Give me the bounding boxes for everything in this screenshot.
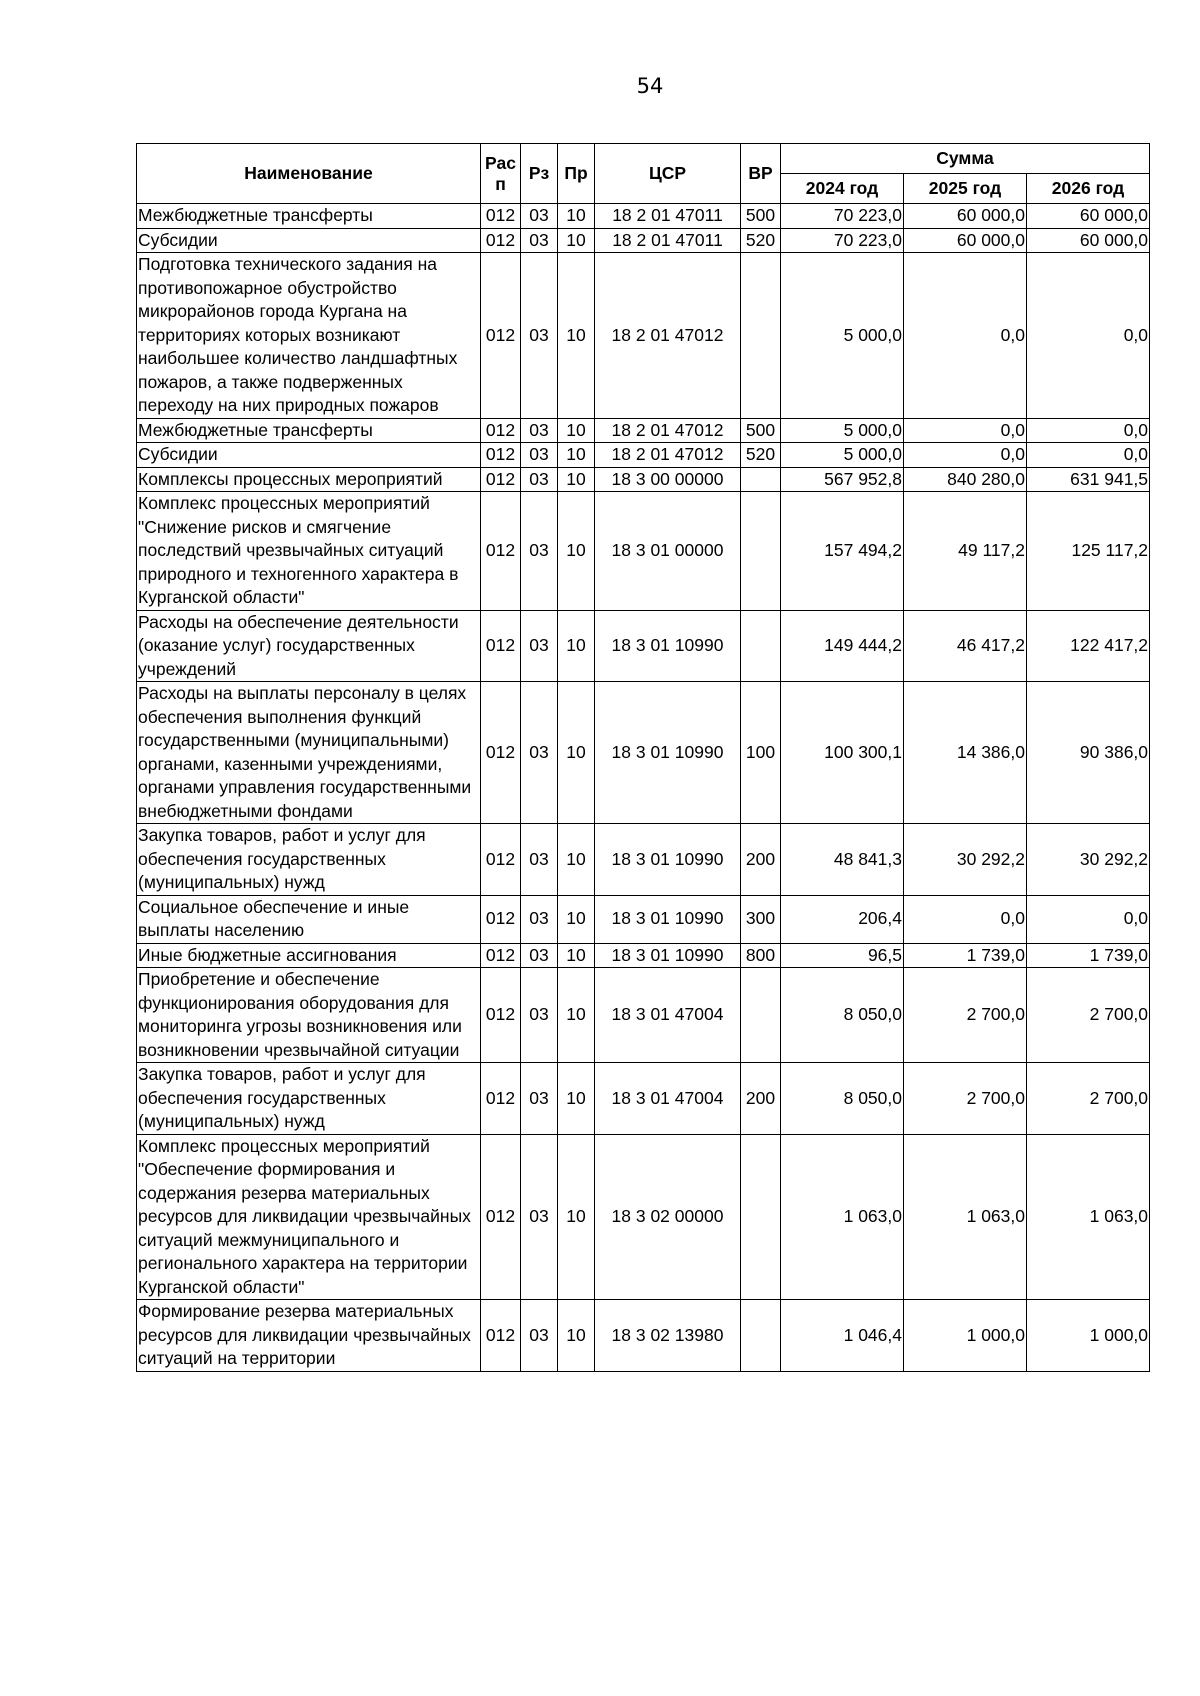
- cell-rasp: 012: [481, 418, 521, 443]
- cell-name: Закупка товаров, работ и услуг для обеспечения государственных (муниципальных) нужд: [137, 824, 481, 896]
- cell-name: Социальное обеспечение и иные выплаты населению: [137, 895, 481, 943]
- cell-name: Расходы на обеспечение деятельности (оказание услуг) государственных учреждений: [137, 610, 481, 682]
- cell-rasp: 012: [481, 253, 521, 419]
- cell-sum-2026: 60 000,0: [1027, 228, 1150, 253]
- cell-sum-2026: 125 117,2: [1027, 492, 1150, 611]
- cell-name: Межбюджетные трансферты: [137, 418, 481, 443]
- cell-sum-2025: 1 739,0: [904, 943, 1027, 968]
- cell-sum-2025: 2 700,0: [904, 1063, 1027, 1135]
- table-row: [137, 443, 1150, 468]
- cell-pr: 10: [558, 1300, 595, 1372]
- cell-rz: 03: [521, 943, 558, 968]
- cell-csr: 18 3 02 00000: [595, 1134, 741, 1300]
- cell-rasp: 012: [481, 824, 521, 896]
- page-number: 54: [636, 74, 664, 98]
- cell-pr: 10: [558, 418, 595, 443]
- cell-sum-2024: 48 841,3: [781, 824, 904, 896]
- cell-csr: 18 3 01 47004: [595, 968, 741, 1063]
- cell-sum-2026: 30 292,2: [1027, 824, 1150, 896]
- cell-vr: [741, 1134, 781, 1300]
- cell-rasp: 012: [481, 1134, 521, 1300]
- table-row: [137, 204, 1150, 229]
- cell-sum-2025: 14 386,0: [904, 682, 1027, 824]
- cell-sum-2024: 100 300,1: [781, 682, 904, 824]
- cell-name: Субсидии: [137, 228, 481, 253]
- header-year-2024: 2024 год: [781, 174, 904, 204]
- cell-name: Расходы на выплаты персоналу в целях обеспечения выполнения функций государственными (муниципальными) органами, казенными учреждениями, органами управления государственными внебюджетными фондами: [137, 682, 481, 824]
- cell-name: Закупка товаров, работ и услуг для обеспечения государственных (муниципальных) нужд: [137, 1063, 481, 1135]
- cell-rz: 03: [521, 204, 558, 229]
- header-name: Наименование: [137, 144, 481, 204]
- cell-vr: 100: [741, 682, 781, 824]
- cell-sum-2024: 8 050,0: [781, 968, 904, 1063]
- table-row: [137, 895, 1150, 943]
- table-row: [137, 492, 1150, 611]
- cell-sum-2024: 5 000,0: [781, 418, 904, 443]
- cell-csr: 18 3 01 47004: [595, 1063, 741, 1135]
- cell-sum-2024: 567 952,8: [781, 467, 904, 492]
- cell-sum-2026: 0,0: [1027, 253, 1150, 419]
- cell-pr: 10: [558, 204, 595, 229]
- cell-vr: [741, 467, 781, 492]
- cell-sum-2024: 1 063,0: [781, 1134, 904, 1300]
- cell-name: Комплексы процессных мероприятий: [137, 467, 481, 492]
- cell-name: Комплекс процессных мероприятий "Обеспечение формирования и содержания резерва материальных ресурсов для ликвидации чрезвычайных ситуаций межмуниципального и регионального характера на территории Курганской области": [137, 1134, 481, 1300]
- cell-rz: 03: [521, 467, 558, 492]
- table-row: [137, 943, 1150, 968]
- cell-rasp: 012: [481, 1063, 521, 1135]
- cell-pr: 10: [558, 1134, 595, 1300]
- cell-sum-2025: 49 117,2: [904, 492, 1027, 611]
- cell-sum-2026: 1 739,0: [1027, 943, 1150, 968]
- cell-rasp: 012: [481, 610, 521, 682]
- table-row: [137, 253, 1150, 419]
- cell-rz: 03: [521, 1063, 558, 1135]
- cell-vr: 520: [741, 443, 781, 468]
- cell-rz: 03: [521, 1300, 558, 1372]
- cell-sum-2025: 1 000,0: [904, 1300, 1027, 1372]
- cell-name: Комплекс процессных мероприятий "Снижение рисков и смягчение последствий чрезвычайных ситуаций природного и техногенного характера в Курганской области": [137, 492, 481, 611]
- cell-csr: 18 3 01 10990: [595, 610, 741, 682]
- header-rasp: Рас п: [481, 144, 521, 204]
- header-sum: Сумма: [781, 144, 1150, 174]
- cell-pr: 10: [558, 968, 595, 1063]
- header-pr: Пр: [558, 144, 595, 204]
- cell-rasp: 012: [481, 895, 521, 943]
- cell-vr: 500: [741, 418, 781, 443]
- cell-sum-2026: 122 417,2: [1027, 610, 1150, 682]
- cell-name: Формирование резерва материальных ресурсов для ликвидации чрезвычайных ситуаций на территории: [137, 1300, 481, 1372]
- cell-sum-2026: 90 386,0: [1027, 682, 1150, 824]
- cell-rasp: 012: [481, 968, 521, 1063]
- cell-rz: 03: [521, 418, 558, 443]
- table-row: [137, 1300, 1150, 1372]
- cell-sum-2024: 70 223,0: [781, 204, 904, 229]
- cell-rasp: 012: [481, 682, 521, 824]
- cell-sum-2026: 0,0: [1027, 418, 1150, 443]
- cell-sum-2024: 70 223,0: [781, 228, 904, 253]
- header-year-2026: 2026 год: [1027, 174, 1150, 204]
- cell-sum-2026: 631 941,5: [1027, 467, 1150, 492]
- cell-name: Иные бюджетные ассигнования: [137, 943, 481, 968]
- cell-sum-2024: 1 046,4: [781, 1300, 904, 1372]
- cell-sum-2025: 30 292,2: [904, 824, 1027, 896]
- table-row: [137, 610, 1150, 682]
- cell-rasp: 012: [481, 467, 521, 492]
- cell-sum-2026: 2 700,0: [1027, 1063, 1150, 1135]
- table-row: [137, 1063, 1150, 1135]
- header-row-top: [137, 144, 1150, 174]
- cell-rz: 03: [521, 492, 558, 611]
- cell-pr: 10: [558, 443, 595, 468]
- cell-csr: 18 2 01 47011: [595, 204, 741, 229]
- cell-rasp: 012: [481, 204, 521, 229]
- table-row: [137, 824, 1150, 896]
- cell-pr: 10: [558, 1063, 595, 1135]
- cell-sum-2025: 1 063,0: [904, 1134, 1027, 1300]
- cell-sum-2025: 0,0: [904, 895, 1027, 943]
- cell-sum-2024: 8 050,0: [781, 1063, 904, 1135]
- header-vr: ВР: [741, 144, 781, 204]
- cell-sum-2025: 0,0: [904, 253, 1027, 419]
- header-csr: ЦСР: [595, 144, 741, 204]
- cell-sum-2025: 2 700,0: [904, 968, 1027, 1063]
- cell-pr: 10: [558, 253, 595, 419]
- cell-rasp: 012: [481, 1300, 521, 1372]
- cell-rasp: 012: [481, 943, 521, 968]
- cell-csr: 18 2 01 47012: [595, 253, 741, 419]
- cell-sum-2025: 840 280,0: [904, 467, 1027, 492]
- cell-sum-2026: 60 000,0: [1027, 204, 1150, 229]
- cell-rz: 03: [521, 1134, 558, 1300]
- cell-sum-2024: 5 000,0: [781, 443, 904, 468]
- cell-vr: 500: [741, 204, 781, 229]
- cell-csr: 18 2 01 47012: [595, 443, 741, 468]
- cell-csr: 18 3 02 13980: [595, 1300, 741, 1372]
- cell-pr: 10: [558, 467, 595, 492]
- cell-sum-2025: 46 417,2: [904, 610, 1027, 682]
- cell-name: Приобретение и обеспечение функционирования оборудования для мониторинга угрозы возникновения или возникновении чрезвычайной ситуации: [137, 968, 481, 1063]
- cell-vr: [741, 610, 781, 682]
- cell-vr: [741, 492, 781, 611]
- cell-rz: 03: [521, 610, 558, 682]
- cell-rasp: 012: [481, 443, 521, 468]
- cell-name: Межбюджетные трансферты: [137, 204, 481, 229]
- cell-csr: 18 3 01 10990: [595, 824, 741, 896]
- cell-sum-2026: 0,0: [1027, 895, 1150, 943]
- cell-sum-2024: 96,5: [781, 943, 904, 968]
- table-row: [137, 1134, 1150, 1300]
- cell-sum-2025: 0,0: [904, 418, 1027, 443]
- cell-rz: 03: [521, 682, 558, 824]
- cell-vr: 520: [741, 228, 781, 253]
- cell-rz: 03: [521, 443, 558, 468]
- cell-vr: 200: [741, 824, 781, 896]
- cell-sum-2025: 0,0: [904, 443, 1027, 468]
- cell-rasp: 012: [481, 228, 521, 253]
- cell-rasp: 012: [481, 492, 521, 611]
- cell-sum-2025: 60 000,0: [904, 204, 1027, 229]
- cell-vr: [741, 253, 781, 419]
- cell-sum-2024: 149 444,2: [781, 610, 904, 682]
- cell-csr: 18 2 01 47012: [595, 418, 741, 443]
- cell-rz: 03: [521, 253, 558, 419]
- cell-sum-2024: 5 000,0: [781, 253, 904, 419]
- cell-sum-2025: 60 000,0: [904, 228, 1027, 253]
- cell-rz: 03: [521, 228, 558, 253]
- cell-sum-2026: 2 700,0: [1027, 968, 1150, 1063]
- cell-pr: 10: [558, 895, 595, 943]
- table-row: [137, 682, 1150, 824]
- header-rz: Рз: [521, 144, 558, 204]
- cell-rz: 03: [521, 824, 558, 896]
- cell-pr: 10: [558, 824, 595, 896]
- table-row: [137, 467, 1150, 492]
- cell-pr: 10: [558, 610, 595, 682]
- cell-sum-2026: 1 063,0: [1027, 1134, 1150, 1300]
- cell-rz: 03: [521, 968, 558, 1063]
- cell-pr: 10: [558, 943, 595, 968]
- budget-table: [136, 143, 1150, 1372]
- cell-sum-2026: 0,0: [1027, 443, 1150, 468]
- table-row: [137, 228, 1150, 253]
- cell-vr: [741, 968, 781, 1063]
- cell-vr: 800: [741, 943, 781, 968]
- cell-sum-2024: 206,4: [781, 895, 904, 943]
- cell-pr: 10: [558, 682, 595, 824]
- cell-csr: 18 3 01 10990: [595, 895, 741, 943]
- cell-csr: 18 3 01 10990: [595, 682, 741, 824]
- header-year-2025: 2025 год: [904, 174, 1027, 204]
- cell-vr: 200: [741, 1063, 781, 1135]
- cell-csr: 18 3 00 00000: [595, 467, 741, 492]
- cell-pr: 10: [558, 492, 595, 611]
- cell-sum-2026: 1 000,0: [1027, 1300, 1150, 1372]
- cell-name: Субсидии: [137, 443, 481, 468]
- cell-csr: 18 3 01 10990: [595, 943, 741, 968]
- table-body: [137, 204, 1150, 1372]
- cell-sum-2024: 157 494,2: [781, 492, 904, 611]
- cell-vr: 300: [741, 895, 781, 943]
- cell-pr: 10: [558, 228, 595, 253]
- cell-csr: 18 2 01 47011: [595, 228, 741, 253]
- cell-csr: 18 3 01 00000: [595, 492, 741, 611]
- table-row: [137, 968, 1150, 1063]
- table-row: [137, 418, 1150, 443]
- cell-rz: 03: [521, 895, 558, 943]
- cell-name: Подготовка технического задания на противопожарное обустройство микрорайонов города Кургана на территориях которых возникают наибольшее количество ландшафтных пожаров, а также подверженных переходу на них природных пожаров: [137, 253, 481, 419]
- cell-vr: [741, 1300, 781, 1372]
